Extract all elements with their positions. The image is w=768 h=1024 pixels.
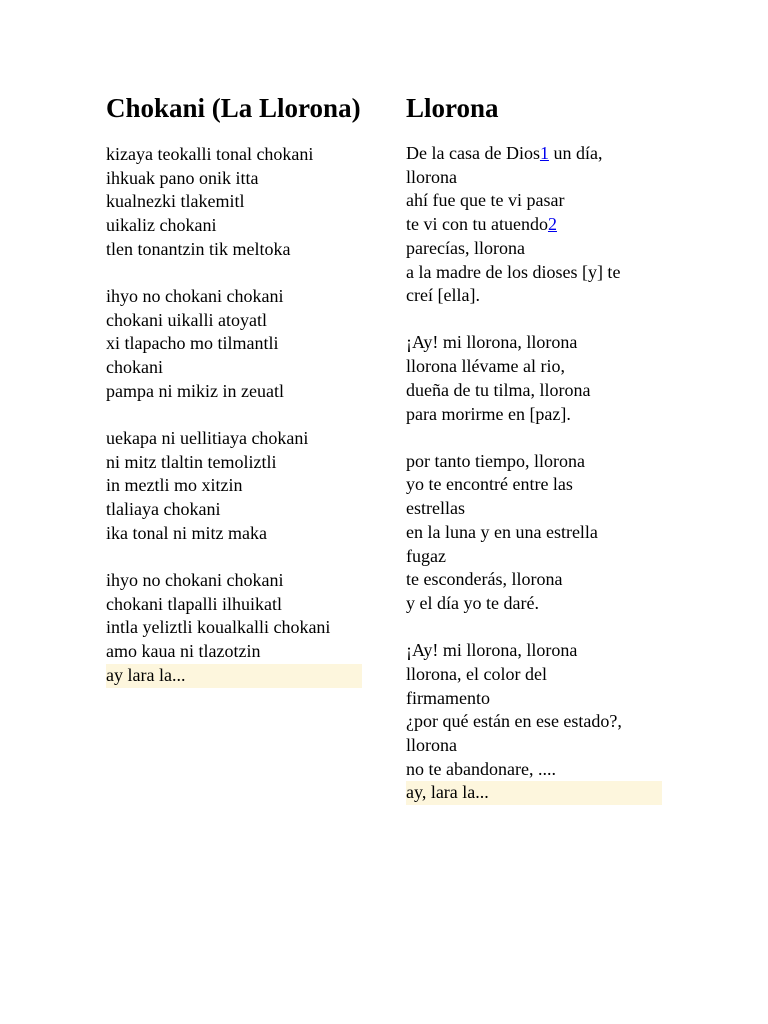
verse-text: un día, — [548, 143, 603, 163]
verse-line: ika tonal ni mitz maka — [106, 522, 267, 543]
verse-line: para morirme en [paz]. — [406, 403, 571, 424]
verse-line: ¡Ay! mi llorona, llorona — [406, 332, 578, 353]
verse-line: chokani uikalli atoyatl — [106, 309, 267, 330]
right-title: Llorona — [406, 93, 499, 123]
verse-line: pampa ni mikiz in zeuatl — [106, 380, 284, 401]
verse-line: llorona llévame al rio, — [406, 356, 565, 377]
verse-line: kizaya teokalli tonal chokani — [106, 144, 314, 164]
left-stanza-2 — [106, 285, 362, 404]
left-column — [106, 92, 362, 711]
verse-line: llorona, el color del — [406, 663, 547, 684]
verse-line: llorona — [406, 734, 457, 755]
left-title: Chokani (La Llorona) — [106, 93, 361, 123]
verse-line: a la madre de los dioses [y] te — [406, 261, 621, 282]
verse-line: estrellas — [406, 498, 465, 519]
right-stanza-3 — [406, 450, 662, 616]
verse-line: kualnezki tlakemitl — [106, 191, 245, 212]
verse-line: fugaz — [406, 545, 446, 566]
verse-line: intla yeliztli koualkalli chokani — [106, 617, 331, 638]
verse-line: creí [ella]. — [406, 285, 480, 306]
closing-line-highlighted: ay lara la... — [106, 664, 362, 688]
verse-line: por tanto tiempo, llorona — [406, 450, 585, 471]
footnote-link-2[interactable]: 2 — [547, 214, 557, 235]
verse-line: ihyo no chokani chokani — [106, 286, 284, 307]
right-stanza-1 — [406, 142, 662, 308]
verse-line: uikaliz chokani — [106, 215, 217, 236]
verse-line: no te abandonare, .... — [406, 758, 556, 779]
verse-line: ahí fue que te vi pasar — [406, 190, 565, 211]
right-stanza-2 — [406, 331, 662, 426]
right-stanza-4 — [406, 639, 662, 805]
verse-line: ihkuak pano onik itta — [106, 167, 259, 188]
verse-line: y el día yo te daré. — [406, 592, 539, 613]
verse-line: te esconderás, llorona — [406, 569, 563, 590]
verse-line: chokani tlapalli ilhuikatl — [106, 593, 282, 614]
verse-line: ihyo no chokani chokani — [106, 570, 284, 591]
left-stanza-1 — [106, 143, 362, 262]
verse-line: chokani — [106, 357, 163, 378]
verse-line: uekapa ni uellitiaya chokani — [106, 428, 309, 449]
verse-line: ni mitz tlaltin temoliztli — [106, 451, 277, 472]
verse-line-with-footnote — [406, 213, 662, 237]
verse-line: firmamento — [406, 687, 490, 708]
verse-line: in meztli mo xitzin — [106, 475, 243, 496]
verse-line: yo te encontré entre las — [406, 474, 573, 495]
footnote-link-1[interactable]: 1 — [539, 143, 549, 163]
verse-line: ¿por qué están en ese estado?, — [406, 711, 622, 732]
verse-line: parecías, llorona — [406, 237, 525, 258]
verse-line: xi tlapacho mo tilmantli — [106, 333, 279, 354]
verse-line: tlaliaya chokani — [106, 499, 221, 520]
verse-line-with-footnote — [406, 142, 662, 166]
left-stanza-3 — [106, 427, 362, 546]
closing-line-highlighted: ay, lara la... — [406, 781, 662, 805]
verse-line: dueña de tu tilma, llorona — [406, 379, 591, 400]
verse-line: amo kaua ni tlazotzin — [106, 641, 261, 662]
verse-line: tlen tonantzin tik meltoka — [106, 238, 291, 259]
left-stanza-4 — [106, 569, 362, 688]
verse-text: te vi con tu atuendo — [406, 214, 548, 235]
verse-line: en la luna y en una estrella — [406, 521, 598, 542]
verse-line: llorona — [406, 166, 457, 187]
verse-text: De la casa de Dios — [406, 143, 540, 163]
right-column — [406, 92, 662, 829]
verse-line: ¡Ay! mi llorona, llorona — [406, 640, 578, 661]
